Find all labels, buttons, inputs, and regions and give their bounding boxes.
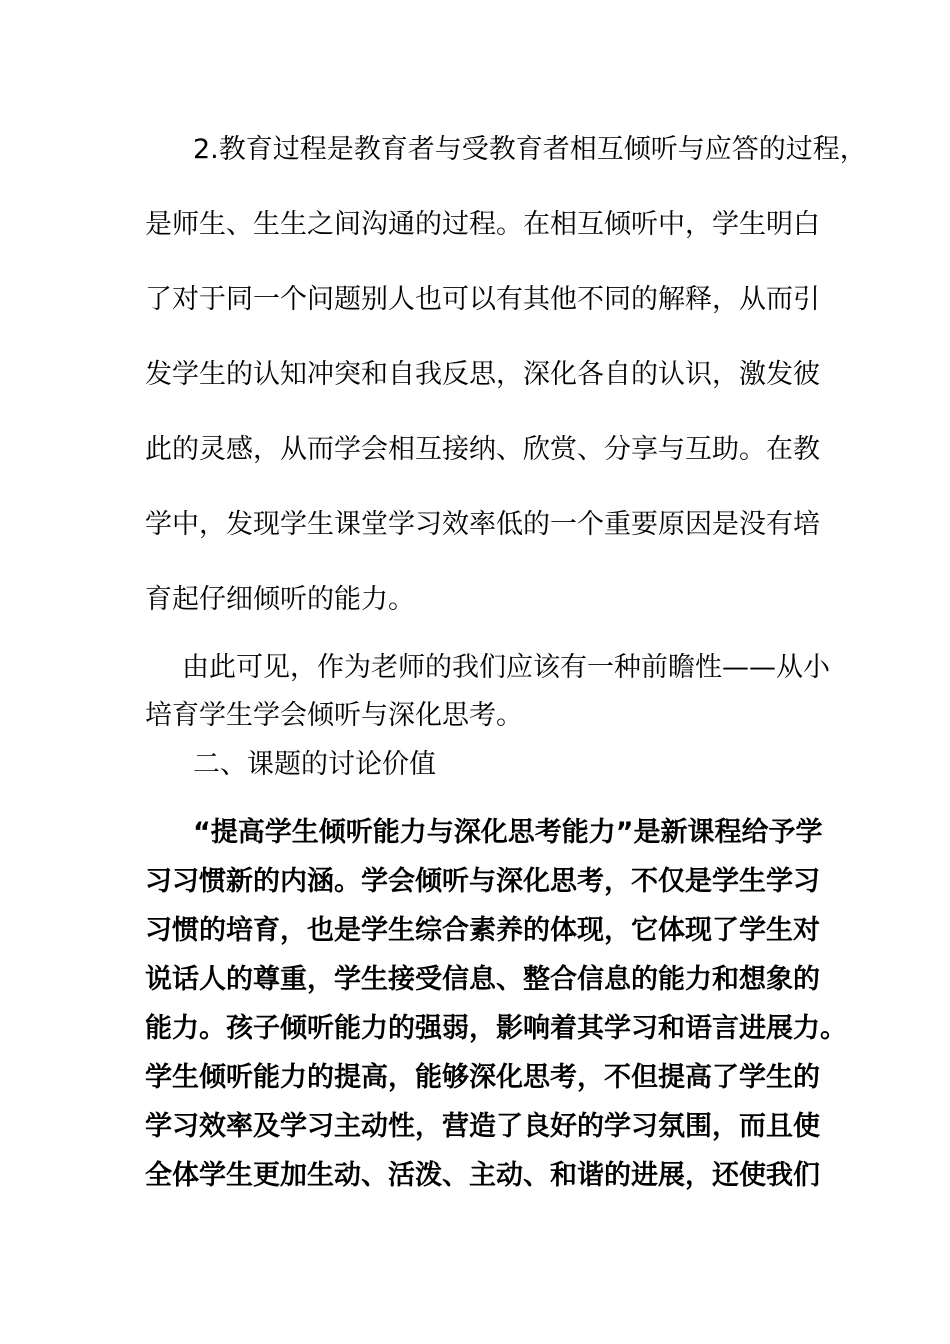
paragraph3-line-5: 能力。孩子倾听能力的强弱，影响着其学习和语言进展力。 xyxy=(145,1013,847,1044)
paragraph1-line-2: 是师生、生生之间沟通的过程。在相互倾听中，学生明白 xyxy=(145,209,820,240)
paragraph3-line-7: 学习效率及学习主动性，营造了良好的学习氛围，而且使 xyxy=(145,1111,820,1142)
paragraph3-line-3: 习惯的培育，也是学生综合素养的体现，它体现了学生对 xyxy=(145,915,820,946)
paragraph3-line-2: 习习惯新的内涵。学会倾听与深化思考，不仅是学生学习 xyxy=(145,866,820,897)
paragraph3-line-6: 学生倾听能力的提高，能够深化思考，不但提高了学生的 xyxy=(145,1062,820,1093)
paragraph1-line-3: 了对于同一个问题别人也可以有其他不同的解释，从而引 xyxy=(145,284,820,315)
paragraph1-line-7: 育起仔细倾听的能力。 xyxy=(145,584,415,615)
paragraph3-line-8: 全体学生更加生动、活泼、主动、和谐的进展，还使我们 xyxy=(145,1160,820,1191)
paragraph1-line-6: 学中，发现学生课堂学习效率低的一个重要原因是没有培 xyxy=(145,509,820,540)
paragraph1-line-5: 此的灵感，从而学会相互接纳、欣赏、分享与互助。在教 xyxy=(145,434,820,465)
paragraph2-line-1: 由此可见，作为老师的我们应该有一种前瞻性——从小 xyxy=(182,652,830,683)
paragraph3-line-1: “提高学生倾听能力与深化思考能力”是新课程给予学 xyxy=(193,817,823,848)
paragraph1-line-4: 发学生的认知冲突和自我反思，深化各自的认识，激发彼 xyxy=(145,359,820,390)
paragraph3-line-4: 说话人的尊重，学生接受信息、整合信息的能力和想象的 xyxy=(145,964,820,995)
paragraph2-line-2: 培育学生学会倾听与深化思考。 xyxy=(145,700,523,731)
section-heading: 二、课题的讨论价值 xyxy=(193,749,436,780)
paragraph1-line-1: 2.教育过程是教育者与受教育者相互倾听与应答的过程， xyxy=(193,134,867,165)
